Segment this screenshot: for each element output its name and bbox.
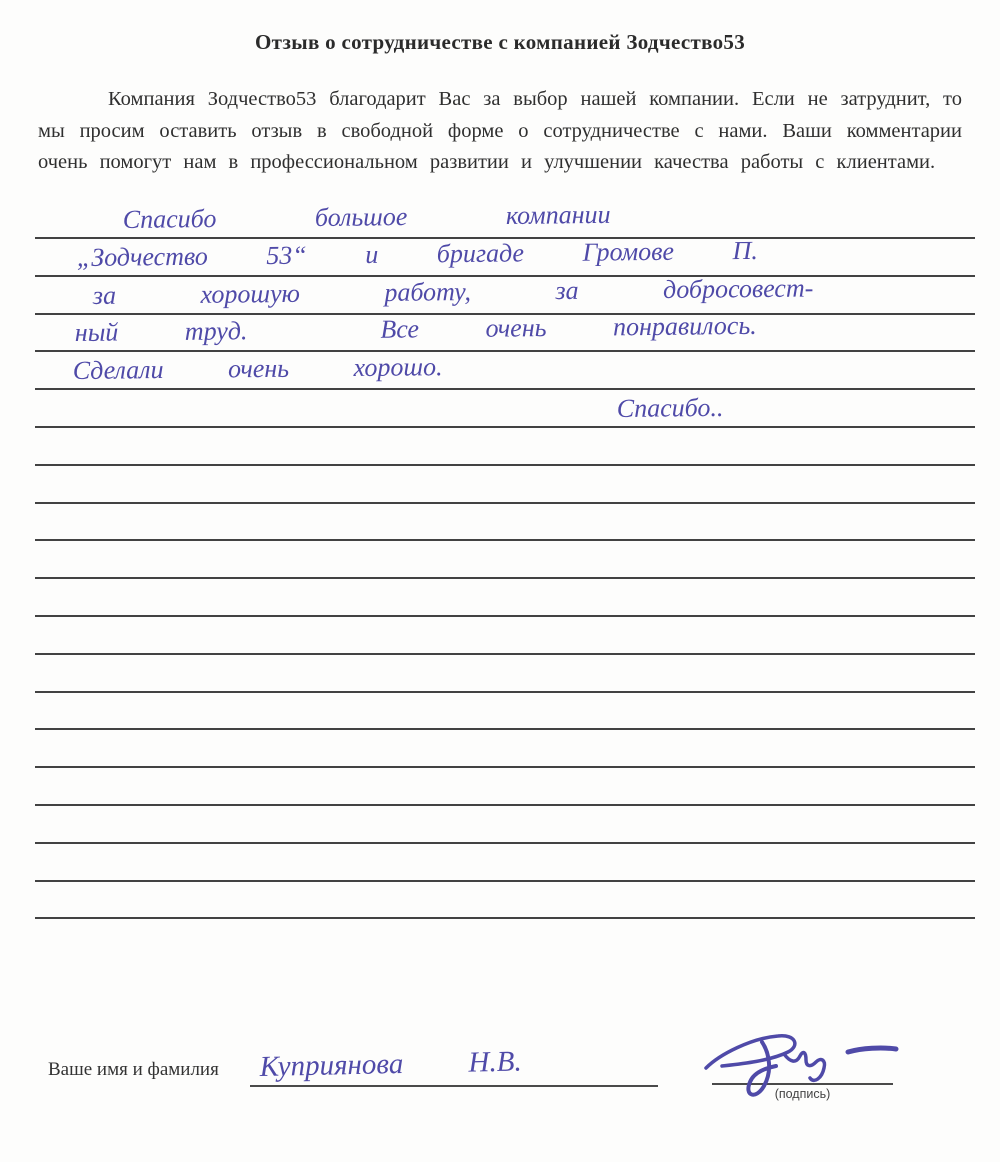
handwritten-line: Сделали очень хорошо. bbox=[72, 352, 443, 386]
ruled-line bbox=[35, 237, 975, 277]
handwritten-line: Спасибо большое компании bbox=[122, 199, 611, 235]
ruled-line bbox=[35, 426, 975, 466]
signature-block bbox=[700, 1020, 910, 1110]
ruled-line bbox=[35, 312, 975, 352]
ruled-line bbox=[35, 690, 975, 730]
ruled-line bbox=[35, 539, 975, 579]
handwritten-line: „Зодчество 53“ и бригаде Громове П. bbox=[76, 235, 758, 272]
ruled-line bbox=[35, 766, 975, 806]
ruled-line bbox=[35, 464, 975, 504]
intro-paragraph: Компания Зодчество53 благодарит Вас за выбор нашей компании. Если не затруднит, то мы просим оставить отзыв в свободной форме о сотрудничестве с нами. Ваши комментарии очень помогут нам в профессиональном развитии и улучшении качества работы с клиентами. bbox=[38, 88, 962, 173]
ruled-line bbox=[35, 388, 975, 428]
ruled-line bbox=[35, 199, 975, 239]
handwritten-line: Спасибо.. bbox=[616, 392, 724, 424]
ruled-line bbox=[35, 615, 975, 655]
ruled-line bbox=[35, 842, 975, 882]
name-underline bbox=[250, 1045, 658, 1087]
ruled-line bbox=[35, 577, 975, 617]
ruled-line bbox=[35, 275, 975, 315]
handwritten-name: Куприянова Н.В. bbox=[259, 1045, 522, 1084]
ruled-line bbox=[35, 350, 975, 390]
ruled-line bbox=[35, 804, 975, 844]
ruled-line bbox=[35, 879, 975, 919]
signature-caption: (подпись) bbox=[774, 1087, 831, 1101]
ruled-line bbox=[35, 728, 975, 768]
handwritten-line: за хорошую работу, за добросовест- bbox=[92, 273, 814, 310]
handwritten-line: ный труд. Все очень понравилось. bbox=[74, 311, 757, 348]
ruled-line bbox=[35, 653, 975, 693]
ruled-line bbox=[35, 501, 975, 541]
name-label: Ваше имя и фамилия bbox=[48, 1059, 219, 1080]
page-title: Отзыв о сотрудничестве с компанией Зодчество53 bbox=[255, 30, 745, 54]
